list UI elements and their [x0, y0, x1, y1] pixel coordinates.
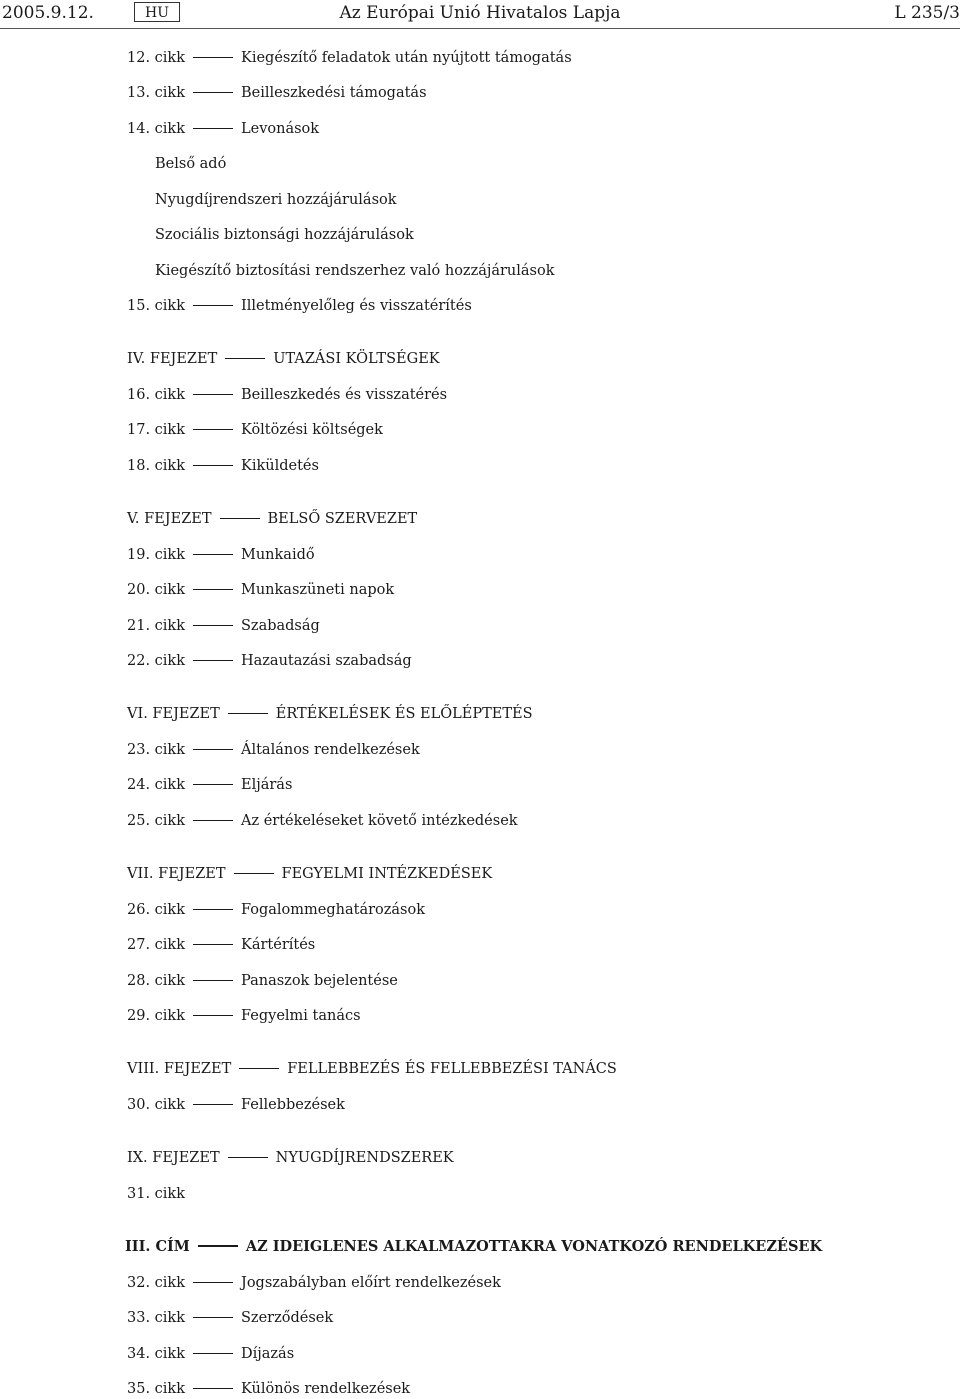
em-dash-separator [225, 358, 265, 359]
toc-number: 17. cikk [127, 422, 185, 438]
toc-number: IX. FEJEZET [127, 1150, 220, 1166]
header-page-number: L 235/3 [894, 3, 960, 23]
toc-article-line [127, 48, 572, 68]
em-dash-separator [193, 429, 233, 430]
toc-title: Díjazás [241, 1346, 295, 1362]
toc-number: 20. cikk [127, 582, 185, 598]
toc-number: 18. cikk [127, 458, 185, 474]
toc-title: Kiegészítő biztosítási rendszerhez való hozzájárulások [155, 263, 555, 279]
toc-number: 19. cikk [127, 547, 185, 563]
toc-number: 24. cikk [127, 777, 185, 793]
toc-number: VII. FEJEZET [127, 866, 226, 882]
toc-title: Beilleszkedés és visszatérés [241, 387, 448, 403]
toc-title: ÉRTÉKELÉSEK ÉS ELŐLÉPTETÉS [275, 706, 533, 722]
toc-title: Szerződések [241, 1310, 334, 1326]
toc-title: FELLEBBEZÉS ÉS FELLEBBEZÉSI TANÁCS [287, 1061, 617, 1077]
toc-title: Költözési költségek [241, 422, 383, 438]
toc-title: Általános rendelkezések [241, 742, 420, 758]
toc-chapter-line [127, 704, 533, 724]
em-dash-separator [193, 57, 233, 58]
toc-title: Fegyelmi tanács [241, 1008, 361, 1024]
toc-title: Beilleszkedési támogatás [241, 85, 427, 101]
toc-number: VIII. FEJEZET [127, 1061, 232, 1077]
toc-number: 34. cikk [127, 1346, 185, 1362]
toc-title: Munkaidő [241, 547, 315, 563]
toc-number: 35. cikk [127, 1381, 185, 1397]
toc-article-line [127, 651, 412, 671]
em-dash-separator [193, 784, 233, 785]
toc-chapter-line [127, 864, 492, 884]
em-dash-separator [193, 1104, 233, 1105]
toc-article-line [127, 119, 319, 139]
toc-chapter-line [127, 1148, 454, 1168]
toc-number: 23. cikk [127, 742, 185, 758]
toc-number: 32. cikk [127, 1275, 185, 1291]
toc-chapter-line [127, 349, 440, 369]
toc-number: 21. cikk [127, 618, 185, 634]
header-journal-title: Az Európai Unió Hivatalos Lapja [339, 3, 621, 23]
em-dash-separator [193, 1353, 233, 1354]
toc-title: Szociális biztonsági hozzájárulások [155, 227, 414, 243]
toc-article-line [127, 775, 292, 795]
em-dash-separator [193, 394, 233, 395]
toc-number: VI. FEJEZET [127, 706, 220, 722]
toc-title: Munkaszüneti napok [241, 582, 395, 598]
em-dash-separator [193, 625, 233, 626]
em-dash-separator [193, 944, 233, 945]
toc-sub-line [155, 190, 397, 210]
toc-title: FEGYELMI INTÉZKEDÉSEK [281, 866, 493, 882]
toc-title: Szabadság [241, 618, 320, 634]
toc-number: 30. cikk [127, 1097, 185, 1113]
em-dash-separator [193, 465, 233, 466]
em-dash-separator [193, 909, 233, 910]
toc-article-line [127, 420, 383, 440]
toc-number: 29. cikk [127, 1008, 185, 1024]
em-dash-separator [193, 1388, 233, 1389]
toc-title: Fellebbezések [241, 1097, 345, 1113]
toc-article-line [127, 1308, 333, 1328]
toc-title: Illetményelőleg és visszatérítés [241, 298, 472, 314]
toc-article-line [127, 296, 472, 316]
toc-number: 28. cikk [127, 973, 185, 989]
toc-title: Fogalommeghatározások [241, 902, 426, 918]
toc-article-line [127, 456, 319, 476]
toc-title: Kártérítés [241, 937, 316, 953]
toc-number: 26. cikk [127, 902, 185, 918]
toc-title: NYUGDÍJRENDSZEREK [275, 1150, 454, 1166]
toc-part-line [125, 1237, 822, 1257]
em-dash-separator [234, 873, 274, 874]
em-dash-separator [193, 1282, 233, 1283]
header-rule [0, 28, 960, 29]
toc-article-line [127, 935, 315, 955]
toc-number: 25. cikk [127, 813, 185, 829]
toc-sub-line [155, 261, 555, 281]
toc-title: Kiegészítő feladatok után nyújtott támogatás [241, 50, 572, 66]
toc-title: Eljárás [241, 777, 293, 793]
em-dash-separator [193, 820, 233, 821]
toc-plain-line [127, 1184, 185, 1204]
toc-title: Hazautazási szabadság [241, 653, 412, 669]
toc-number: 33. cikk [127, 1310, 185, 1326]
toc-title: UTAZÁSI KÖLTSÉGEK [273, 351, 440, 367]
toc-chapter-line [127, 1059, 617, 1079]
toc-article-line [127, 545, 315, 565]
toc-article-line [127, 1344, 294, 1364]
toc-title: Panaszok bejelentése [241, 973, 398, 989]
toc-number: IV. FEJEZET [127, 351, 218, 367]
toc-number: 12. cikk [127, 50, 185, 66]
toc-article-line [127, 971, 398, 991]
em-dash-separator [193, 305, 233, 306]
em-dash-separator [239, 1068, 279, 1069]
em-dash-separator [193, 749, 233, 750]
toc-article-line [127, 1379, 410, 1399]
toc-article-line [127, 385, 447, 405]
em-dash-separator [198, 1245, 238, 1247]
em-dash-separator [193, 554, 233, 555]
toc-sub-line [155, 225, 414, 245]
page-header [0, 0, 960, 28]
toc-title: Jogszabályban előírt rendelkezések [241, 1275, 501, 1291]
em-dash-separator [193, 1317, 233, 1318]
header-language-box: HU [134, 2, 180, 22]
toc-article-line [127, 900, 425, 920]
toc-article-line [127, 740, 420, 760]
toc-article-line [127, 811, 518, 831]
em-dash-separator [193, 660, 233, 661]
toc-title: AZ IDEIGLENES ALKALMAZOTTAKRA VONATKOZÓ RENDELKEZÉSEK [245, 1238, 823, 1255]
toc-title: BELSŐ SZERVEZET [267, 511, 418, 527]
toc-title: Levonások [241, 121, 320, 137]
toc-article-line [127, 616, 320, 636]
toc-title: Az értékeléseket követő intézkedések [241, 813, 518, 829]
toc-title: Nyugdíjrendszeri hozzájárulások [155, 192, 397, 208]
em-dash-separator [220, 518, 260, 519]
header-date: 2005.9.12. [2, 3, 94, 23]
toc-title: Belső adó [155, 156, 227, 172]
toc-number: III. CÍM [125, 1238, 190, 1255]
toc-number: 13. cikk [127, 85, 185, 101]
em-dash-separator [228, 713, 268, 714]
em-dash-separator [193, 980, 233, 981]
toc-number: 14. cikk [127, 121, 185, 137]
toc-number: 15. cikk [127, 298, 185, 314]
em-dash-separator [193, 92, 233, 93]
toc-number: 16. cikk [127, 387, 185, 403]
em-dash-separator [193, 128, 233, 129]
toc-number: 27. cikk [127, 937, 185, 953]
toc-article-line [127, 1006, 361, 1026]
em-dash-separator [228, 1157, 268, 1158]
toc-article-line [127, 580, 394, 600]
em-dash-separator [193, 1015, 233, 1016]
toc-title: Kiküldetés [241, 458, 319, 474]
toc-title: Különös rendelkezések [241, 1381, 411, 1397]
toc-article-line [127, 83, 427, 103]
toc-article-line [127, 1273, 501, 1293]
toc-number: 22. cikk [127, 653, 185, 669]
toc-number: V. FEJEZET [127, 511, 212, 527]
toc-number: 31. cikk [127, 1186, 185, 1202]
toc-chapter-line [127, 509, 417, 529]
toc-sub-line [155, 154, 226, 174]
em-dash-separator [193, 589, 233, 590]
toc-article-line [127, 1095, 345, 1115]
